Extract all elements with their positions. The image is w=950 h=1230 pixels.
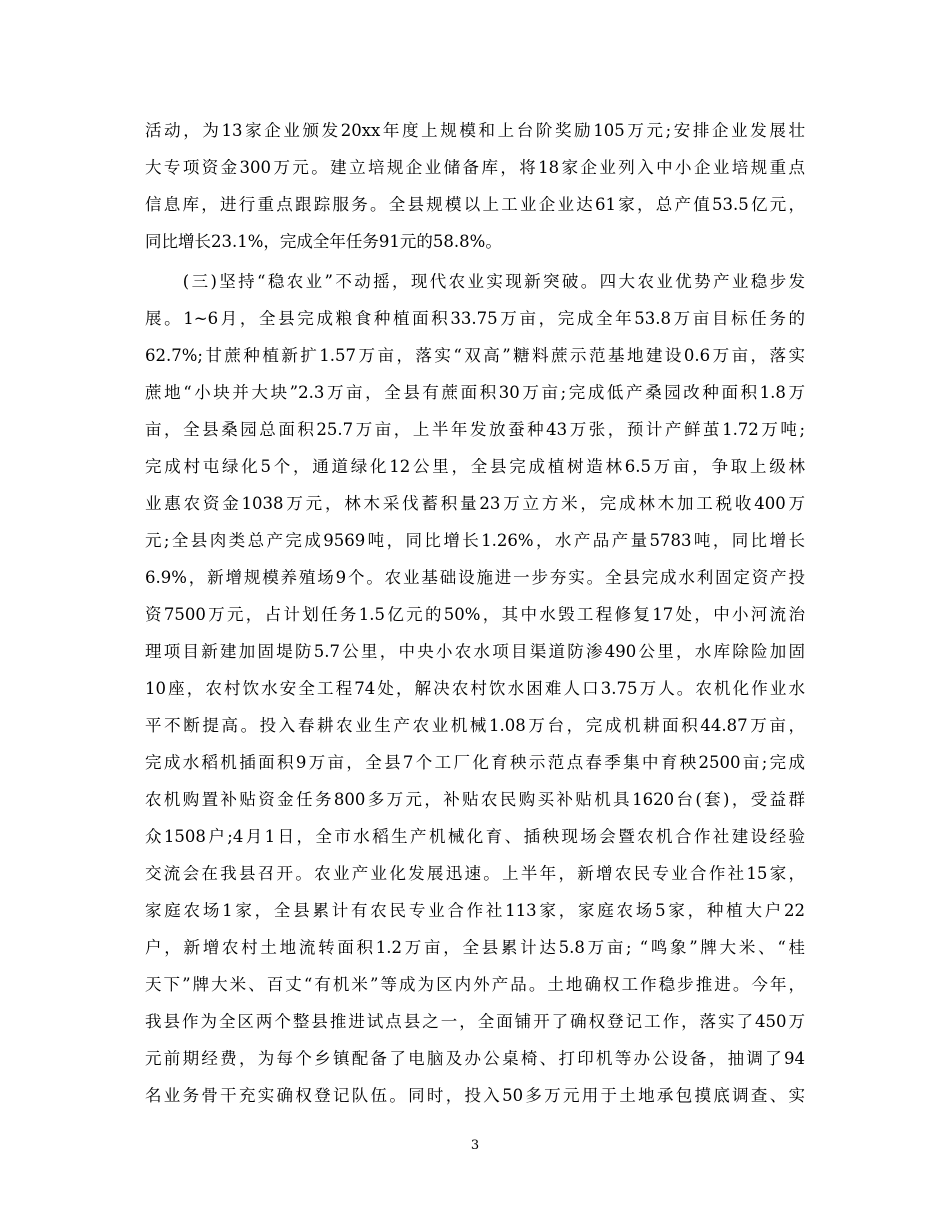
- text-line: 蔗地“小块并大块”2.3万亩，全县有蔗面积30万亩;完成低产桑园改种面积1.8万: [145, 383, 805, 402]
- page-number: 3: [470, 1138, 480, 1153]
- text-line: 活动，为13家企业颁发20xx年度上规模和上台阶奖励105万元;安排企业发展壮: [145, 121, 805, 140]
- text-line: 元前期经费，为每个乡镇配备了电脑及办公桌椅、打印机等办公设备，抽调了94: [145, 1049, 805, 1068]
- text-line: 信息库，进行重点跟踪服务。全县规模以上工业企业达61家，总产值53.5亿元，: [145, 195, 805, 214]
- text-line: 展。1~6月，全县完成粮食种植面积33.75万亩，完成全年53.8万亩目标任务的: [145, 309, 805, 328]
- body-text: [145, 112, 805, 1114]
- text-line: 家庭农场1家，全县累计有农民专业合作社113家，家庭农场5家，种植大户22: [145, 901, 805, 920]
- text-line: 众1508户;4月1日，全市水稻生产机械化育、插秧现场会暨农机合作社建设经验: [145, 827, 805, 846]
- text-line: 平不断提高。投入春耕农业生产农业机械1.08万台，完成机耕面积44.87万亩，: [145, 716, 805, 735]
- text-line: 资7500万元，占计划任务1.5亿元的50%，其中水毁工程修复17处，中小河流治: [145, 605, 805, 624]
- text-line: 大专项资金300万元。建立培规企业储备库，将18家企业列入中小企业培规重点: [145, 158, 805, 177]
- text-line: 元;全县肉类总产完成9569吨，同比增长1.26%，水产品产量5783吨，同比增长: [145, 531, 805, 550]
- text-line: 业惠农资金1038万元，林木采伐蓄积量23万立方米，完成林木加工税收400万: [145, 494, 805, 513]
- text-line: 理项目新建加固堤防5.7公里，中央小农水项目渠道防渗490公里，水库除险加固: [145, 642, 805, 661]
- text-line: 户，新增农村土地流转面积1.2万亩，全县累计达5.8万亩; “鸣象”牌大米、“桂: [145, 938, 805, 957]
- text-line: 亩，全县桑园总面积25.7万亩，上半年发放蚕种43万张，预计产鲜茧1.72万吨;: [145, 420, 805, 439]
- text-line: 我县作为全区两个整县推进试点县之一，全面铺开了确权登记工作，落实了450万: [145, 1012, 805, 1031]
- text-line: 6.9%，新增规模养殖场9个。农业基础设施进一步夯实。全县完成水利固定资产投: [145, 568, 805, 587]
- section-heading-line: (三)坚持“稳农业”不动摇，现代农业实现新突破。四大农业优势产业稳步发: [145, 272, 805, 291]
- text-line: 同比增长23.1%，完成全年任务91元的58.8%。: [145, 232, 502, 251]
- text-line: 62.7%;甘蔗种植新扩1.57万亩，落实“双高”糖料蔗示范基地建设0.6万亩，落实: [145, 346, 805, 365]
- text-line: 农机购置补贴资金任务800多万元，补贴农民购买补贴机具1620台(套)，受益群: [145, 790, 805, 809]
- text-line: 名业务骨干充实确权登记队伍。同时，投入50多万元用于土地承包摸底调查、实: [145, 1086, 805, 1105]
- text-line: 交流会在我县召开。农业产业化发展迅速。上半年，新增农民专业合作社15家，: [145, 864, 805, 883]
- text-line: 10座，农村饮水安全工程74处，解决农村饮水困难人口3.75万人。农机化作业水: [145, 679, 805, 698]
- text-line: 完成水稻机插面积9万亩，全县7个工厂化育秧示范点春季集中育秧2500亩;完成: [145, 753, 805, 772]
- text-line: 完成村屯绿化5个，通道绿化12公里，全县完成植树造林6.5万亩，争取上级林: [145, 457, 805, 476]
- text-line: 天下”牌大米、百丈“有机米”等成为区内外产品。土地确权工作稳步推进。今年，: [145, 975, 805, 994]
